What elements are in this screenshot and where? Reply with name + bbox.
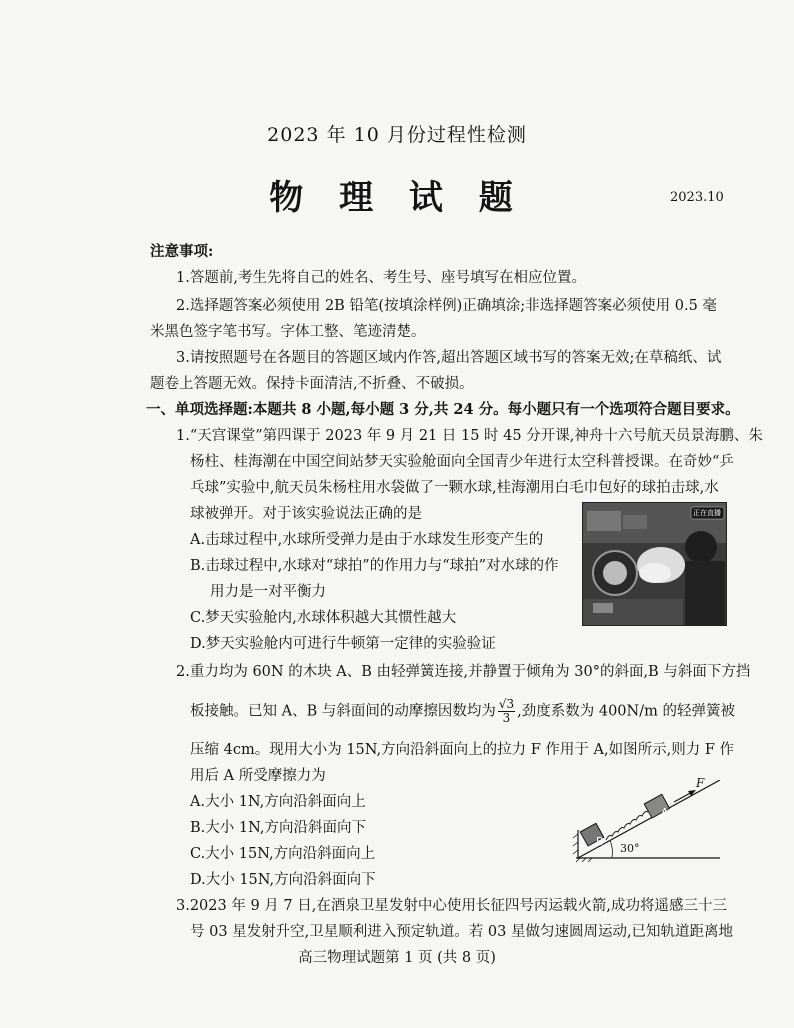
friction-coefficient-fraction <box>498 698 515 725</box>
q2-option-a: A.大小 1N,方向沿斜面向上 <box>190 794 366 810</box>
q3-line-2: 号 03 星发射升空,卫星顺利进入预定轨道。若 03 星做匀速圆周运动,已知轨道距离地 <box>190 924 734 940</box>
q2-line-2-post: ,劲度系数为 400N/m 的轻弹簧被 <box>517 703 735 720</box>
force-f-label: F <box>696 776 705 790</box>
q2-option-b: B.大小 1N,方向沿斜面向下 <box>190 820 366 836</box>
exam-title: 2023 年 10 月份过程性检测 <box>267 124 527 146</box>
q1-option-b-line-1: B.击球过程中,水球对“球拍”的作用力与“球拍”对水球的作 <box>190 558 559 574</box>
q1-line-3: 乓球”实验中,航天员朱杨柱用水袋做了一颗水球,桂海潮用白毛巾包好的球拍击球,水 <box>190 480 719 496</box>
q1-option-b-line-2: 用力是一对平衡力 <box>210 584 326 600</box>
q3-line-1: 3.2023 年 9 月 7 日,在酒泉卫星发射中心使用长征四号丙运载火箭,成功将遥感三十三 <box>176 898 727 914</box>
q2-option-c: C.大小 15N,方向沿斜面向上 <box>190 846 376 862</box>
notice-item-3-line-1: 3.请按照题号在各题目的答题区域内作答,超出答题区域书写的答案无效;在草稿纸、试 <box>176 350 722 366</box>
notice-title: 注意事项: <box>150 243 214 260</box>
section-title: 一、单项选择题:本题共 8 小题,每小题 3 分,共 24 分。每小题只有一个选项符合题目要求。 <box>146 401 740 418</box>
q2-line-4: 用后 A 所受摩擦力为 <box>190 768 326 784</box>
q2-line-2-pre: 板接触。已知 A、B 与斜面间的动摩擦因数均为 <box>190 703 496 720</box>
q2-line-3: 压缩 4cm。现用大小为 15N,方向沿斜面向上的拉力 F 作用于 A,如图所示,则力 F 作 <box>190 742 734 758</box>
subject-title: 物 理 试 题 <box>269 178 525 218</box>
notice-item-1: 1.答题前,考生先将自己的姓名、考生号、座号填写在相应位置。 <box>176 270 586 286</box>
q2-line-2 <box>190 698 735 725</box>
notice-item-2-line-1: 2.选择题答案必须使用 2B 铅笔(按填涂样例)正确填涂;非选择题答案必须使用 0.5 毫 <box>176 298 717 314</box>
q1-line-2: 杨柱、桂海潮在中国空间站梦天实验舱面向全国青少年进行太空科普授课。在奇妙“乒 <box>190 454 734 470</box>
notice-item-2-line-2: 米黑色签字笔书写。字体工整、笔迹清楚。 <box>150 324 426 340</box>
incline-diagram <box>570 776 730 862</box>
incline-diagram-graphic <box>570 780 730 862</box>
q2-option-d: D.大小 15N,方向沿斜面向下 <box>190 872 376 888</box>
q1-option-d: D.梦天实验舱内可进行牛顿第一定律的实验验证 <box>190 636 496 652</box>
notice-item-3-line-2: 题卷上答题无效。保持卡面清洁,不折叠、不破损。 <box>150 376 474 392</box>
block-a-label: A <box>661 806 669 819</box>
q1-option-a: A.击球过程中,水球所受弹力是由于水球发生形变产生的 <box>190 532 544 548</box>
exam-date: 2023.10 <box>670 190 724 205</box>
q2-line-1: 2.重力均为 60N 的木块 A、B 由轻弹簧连接,并静置于倾角为 30°的斜面,B 与斜面下方挡 <box>176 664 751 680</box>
block-b-label: B <box>596 835 604 848</box>
live-badge: 正在直播 <box>693 509 721 517</box>
space-lesson-photo-graphic <box>583 503 726 625</box>
page-footer: 高三物理试题第 1 页 (共 8 页) <box>298 950 496 966</box>
q1-option-c: C.梦天实验舱内,水球体积越大其惯性越大 <box>190 610 457 626</box>
q1-line-4: 球被弹开。对于该实验说法正确的是 <box>190 506 422 522</box>
space-lesson-photo <box>582 502 727 626</box>
fraction-numerator: √3 <box>498 697 515 711</box>
incline-angle-label: 30° <box>620 842 640 855</box>
fraction-denominator: 3 <box>502 711 511 725</box>
q1-line-1: 1.“天宫课堂”第四课于 2023 年 9 月 21 日 15 时 45 分开课,神舟十六号航天员景海鹏、朱 <box>176 428 763 444</box>
